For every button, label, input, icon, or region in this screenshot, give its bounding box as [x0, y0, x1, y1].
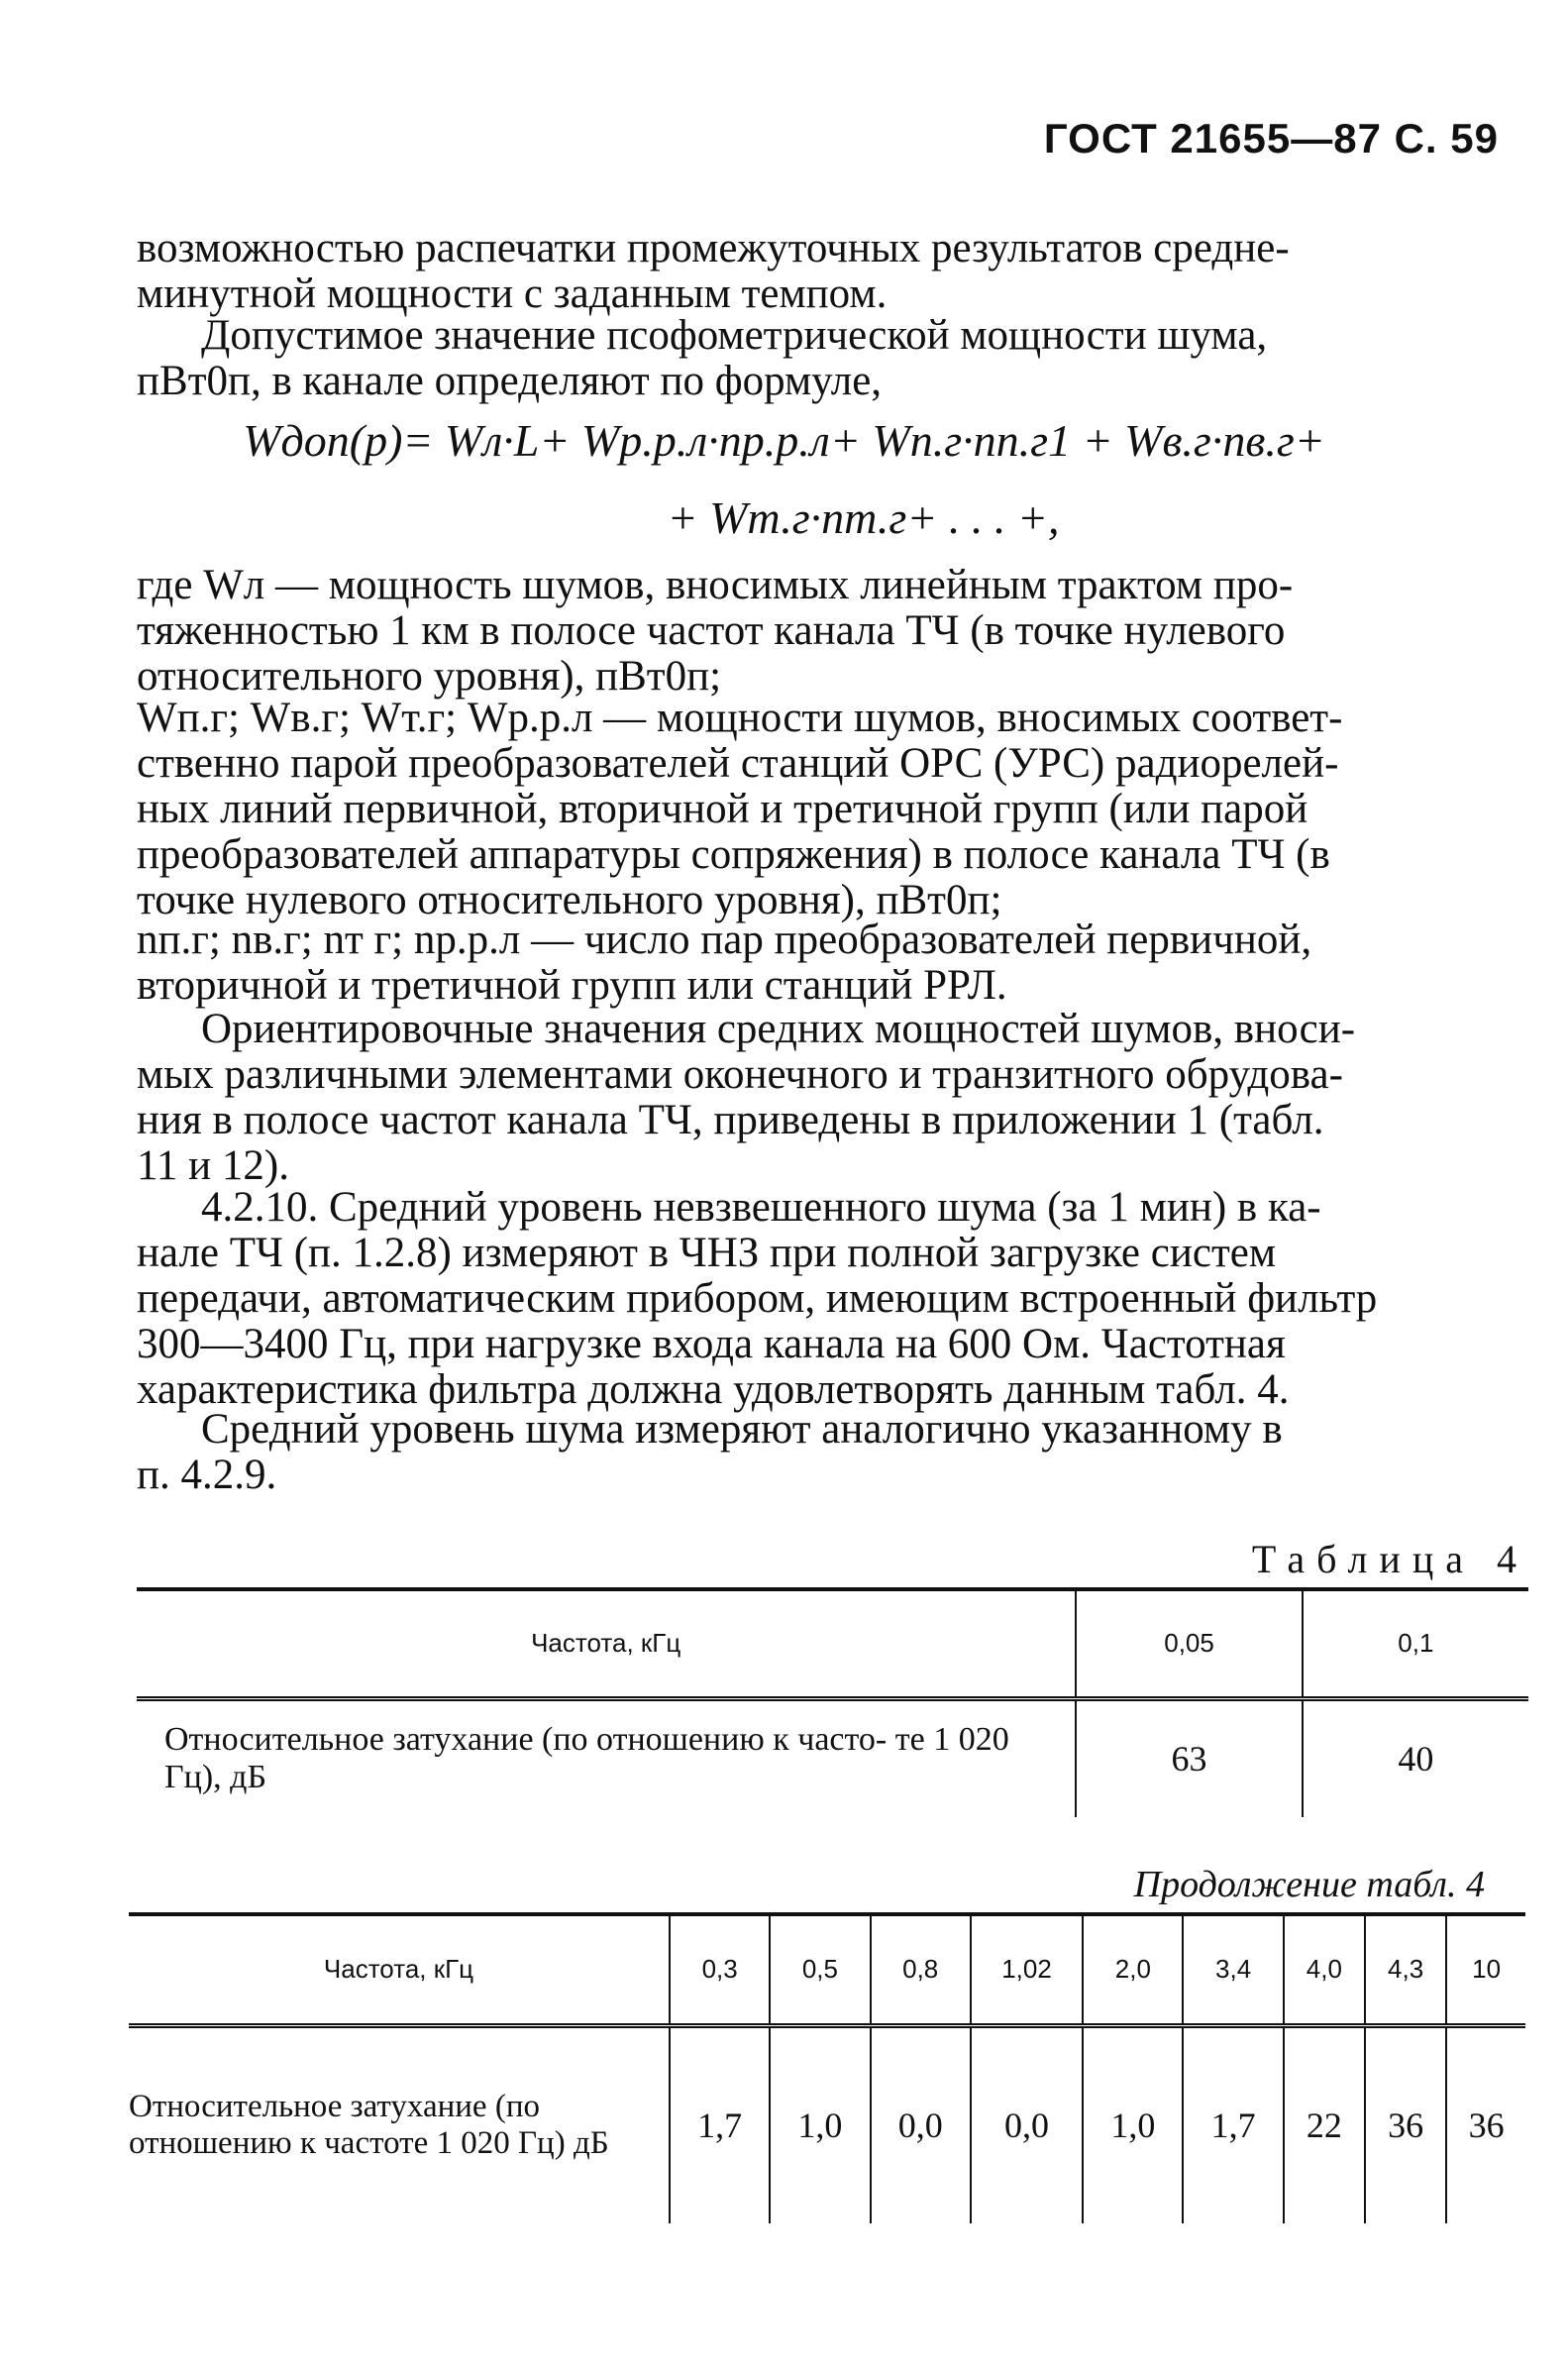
table-cell: 0,0	[871, 2025, 971, 2223]
table-header-label: Частота, кГц	[129, 1914, 670, 2025]
text-line: возможностью распечатки промежуточных результатов средне-	[137, 225, 1290, 271]
text-line: мых различными элементами оконечного и транзитного обрудова-	[137, 1051, 1343, 1098]
table-header-row	[137, 1589, 1528, 1698]
text-line: вторичной и третичной групп или станций РРЛ.	[137, 962, 1007, 1009]
text-line: 4.2.10. Средний уровень невзвешенного шума (за 1 мин) в ка-	[201, 1184, 1321, 1231]
table-header-cell: 0,3	[670, 1914, 770, 2025]
text-line: nп.г; nв.г; nт г; nр.р.л — число пар преобразователей первичной,	[137, 917, 1312, 963]
paragraph-7	[137, 1185, 1528, 1413]
paragraph-8	[137, 1407, 1528, 1498]
text-line: ных линий первичной, вторичной и третичной групп (или парой	[137, 786, 1308, 832]
text-line: преобразователей аппаратуры сопряжения) в полосе канала ТЧ (в	[137, 831, 1330, 878]
table-cell: 1,7	[670, 2025, 770, 2223]
table-cell: 63	[1076, 1698, 1302, 1817]
table-header-row	[129, 1914, 1525, 2025]
text-line: нале ТЧ (п. 1.2.8) измеряют в ЧНЗ при полной загрузке систем	[137, 1230, 1277, 1276]
table-header-cell: 1,02	[971, 1914, 1083, 2025]
table-header-cell: 0,05	[1076, 1589, 1302, 1698]
text-line: ния в полосе частот канала ТЧ, приведены в приложении 1 (табл.	[137, 1097, 1324, 1143]
table-4-continued	[129, 1912, 1525, 2223]
page-header: ГОСТ 21655—87 С. 59	[1043, 115, 1499, 162]
table-header-cell: 3,4	[1183, 1914, 1283, 2025]
text-line: точке нулевого относительного уровня), пВт0п;	[137, 877, 1002, 923]
table-row	[137, 1698, 1528, 1817]
paragraph-1	[137, 226, 1528, 317]
text-line: 300—3400 Гц, при нагрузке входа канала на 600 Ом. Частотная	[137, 1321, 1286, 1367]
paragraph-2	[137, 313, 1528, 404]
paragraph-5	[137, 918, 1528, 1009]
table-header-label: Частота, кГц	[137, 1589, 1076, 1698]
table-cell: 40	[1303, 1698, 1528, 1817]
table-header-cell: 0,1	[1303, 1589, 1528, 1698]
text-line: Ориентировочные значения средних мощностей шумов, вноси-	[201, 1006, 1356, 1052]
table-4-cont-caption: Продолжение табл. 4	[1133, 1864, 1485, 1905]
table-4-caption: Таблица 4	[1251, 1537, 1528, 1581]
text-line: Средний уровень шума измеряют аналогично указанному в	[201, 1406, 1283, 1453]
text-line: передачи, автоматическим прибором, имеющим встроенный фильтр	[137, 1275, 1378, 1322]
formula-line-1: Wдоп(p)= Wл·L+ Wр.р.л·nр.р.л+ Wп.г·nп.г1 + Wв.г·nв.г+	[243, 415, 1325, 466]
table-cell: 1,0	[770, 2025, 870, 2223]
text-line: относительного уровня), пВт0п;	[137, 653, 722, 700]
text-line: Wп.г; Wв.г; Wт.г; Wр.р.л — мощности шумов, вносимых соответ-	[137, 695, 1343, 741]
text-line: 11 и 12).	[137, 1142, 289, 1189]
text-line: ственно парой преобразователей станций ОРС (УРС) радиорелей-	[137, 740, 1339, 787]
text-line: тяженностью 1 км в полосе частот канала ТЧ (в точке нулевого	[137, 607, 1286, 654]
paragraph-3	[137, 563, 1528, 700]
table-header-cell: 0,8	[871, 1914, 971, 2025]
table-cell: 0,0	[971, 2025, 1083, 2223]
table-row	[129, 2025, 1525, 2223]
table-header-cell: 2,0	[1083, 1914, 1183, 2025]
table-cell: 1,0	[1083, 2025, 1183, 2223]
table-header-cell: 4,0	[1284, 1914, 1365, 2025]
table-header-cell: 4,3	[1365, 1914, 1446, 2025]
table-row-label: Относительное затухание (по отношению к частоте 1 020 Гц) дБ	[129, 2089, 609, 2162]
table-4	[137, 1587, 1528, 1817]
table-header-cell: 0,5	[770, 1914, 870, 2025]
text-line: пВт0п, в канале определяют по формуле,	[137, 358, 883, 404]
paragraph-6	[137, 1007, 1528, 1189]
text-line: где Wл — мощность шумов, вносимых линейным трактом про-	[137, 562, 1294, 608]
table-cell: 22	[1284, 2025, 1365, 2223]
table-cell: 36	[1446, 2025, 1525, 2223]
table-cell: 1,7	[1183, 2025, 1283, 2223]
table-cell: 36	[1365, 2025, 1446, 2223]
text-line: Допустимое значение псофометрической мощности шума,	[201, 312, 1268, 359]
text-line: п. 4.2.9.	[137, 1452, 277, 1498]
table-row-label: Относительное затухание (по отношению к часто- те 1 020 Гц), дБ	[164, 1721, 1009, 1796]
paragraph-4	[137, 696, 1528, 923]
table-header-cell: 10	[1446, 1914, 1525, 2025]
text-line: минутной мощности с заданным темпом.	[137, 270, 888, 317]
formula-line-2: + Wт.г·nт.г+ . . . +,	[667, 492, 1060, 543]
text-line: характеристика фильтра должна удовлетворять данным табл. 4.	[137, 1366, 1290, 1413]
